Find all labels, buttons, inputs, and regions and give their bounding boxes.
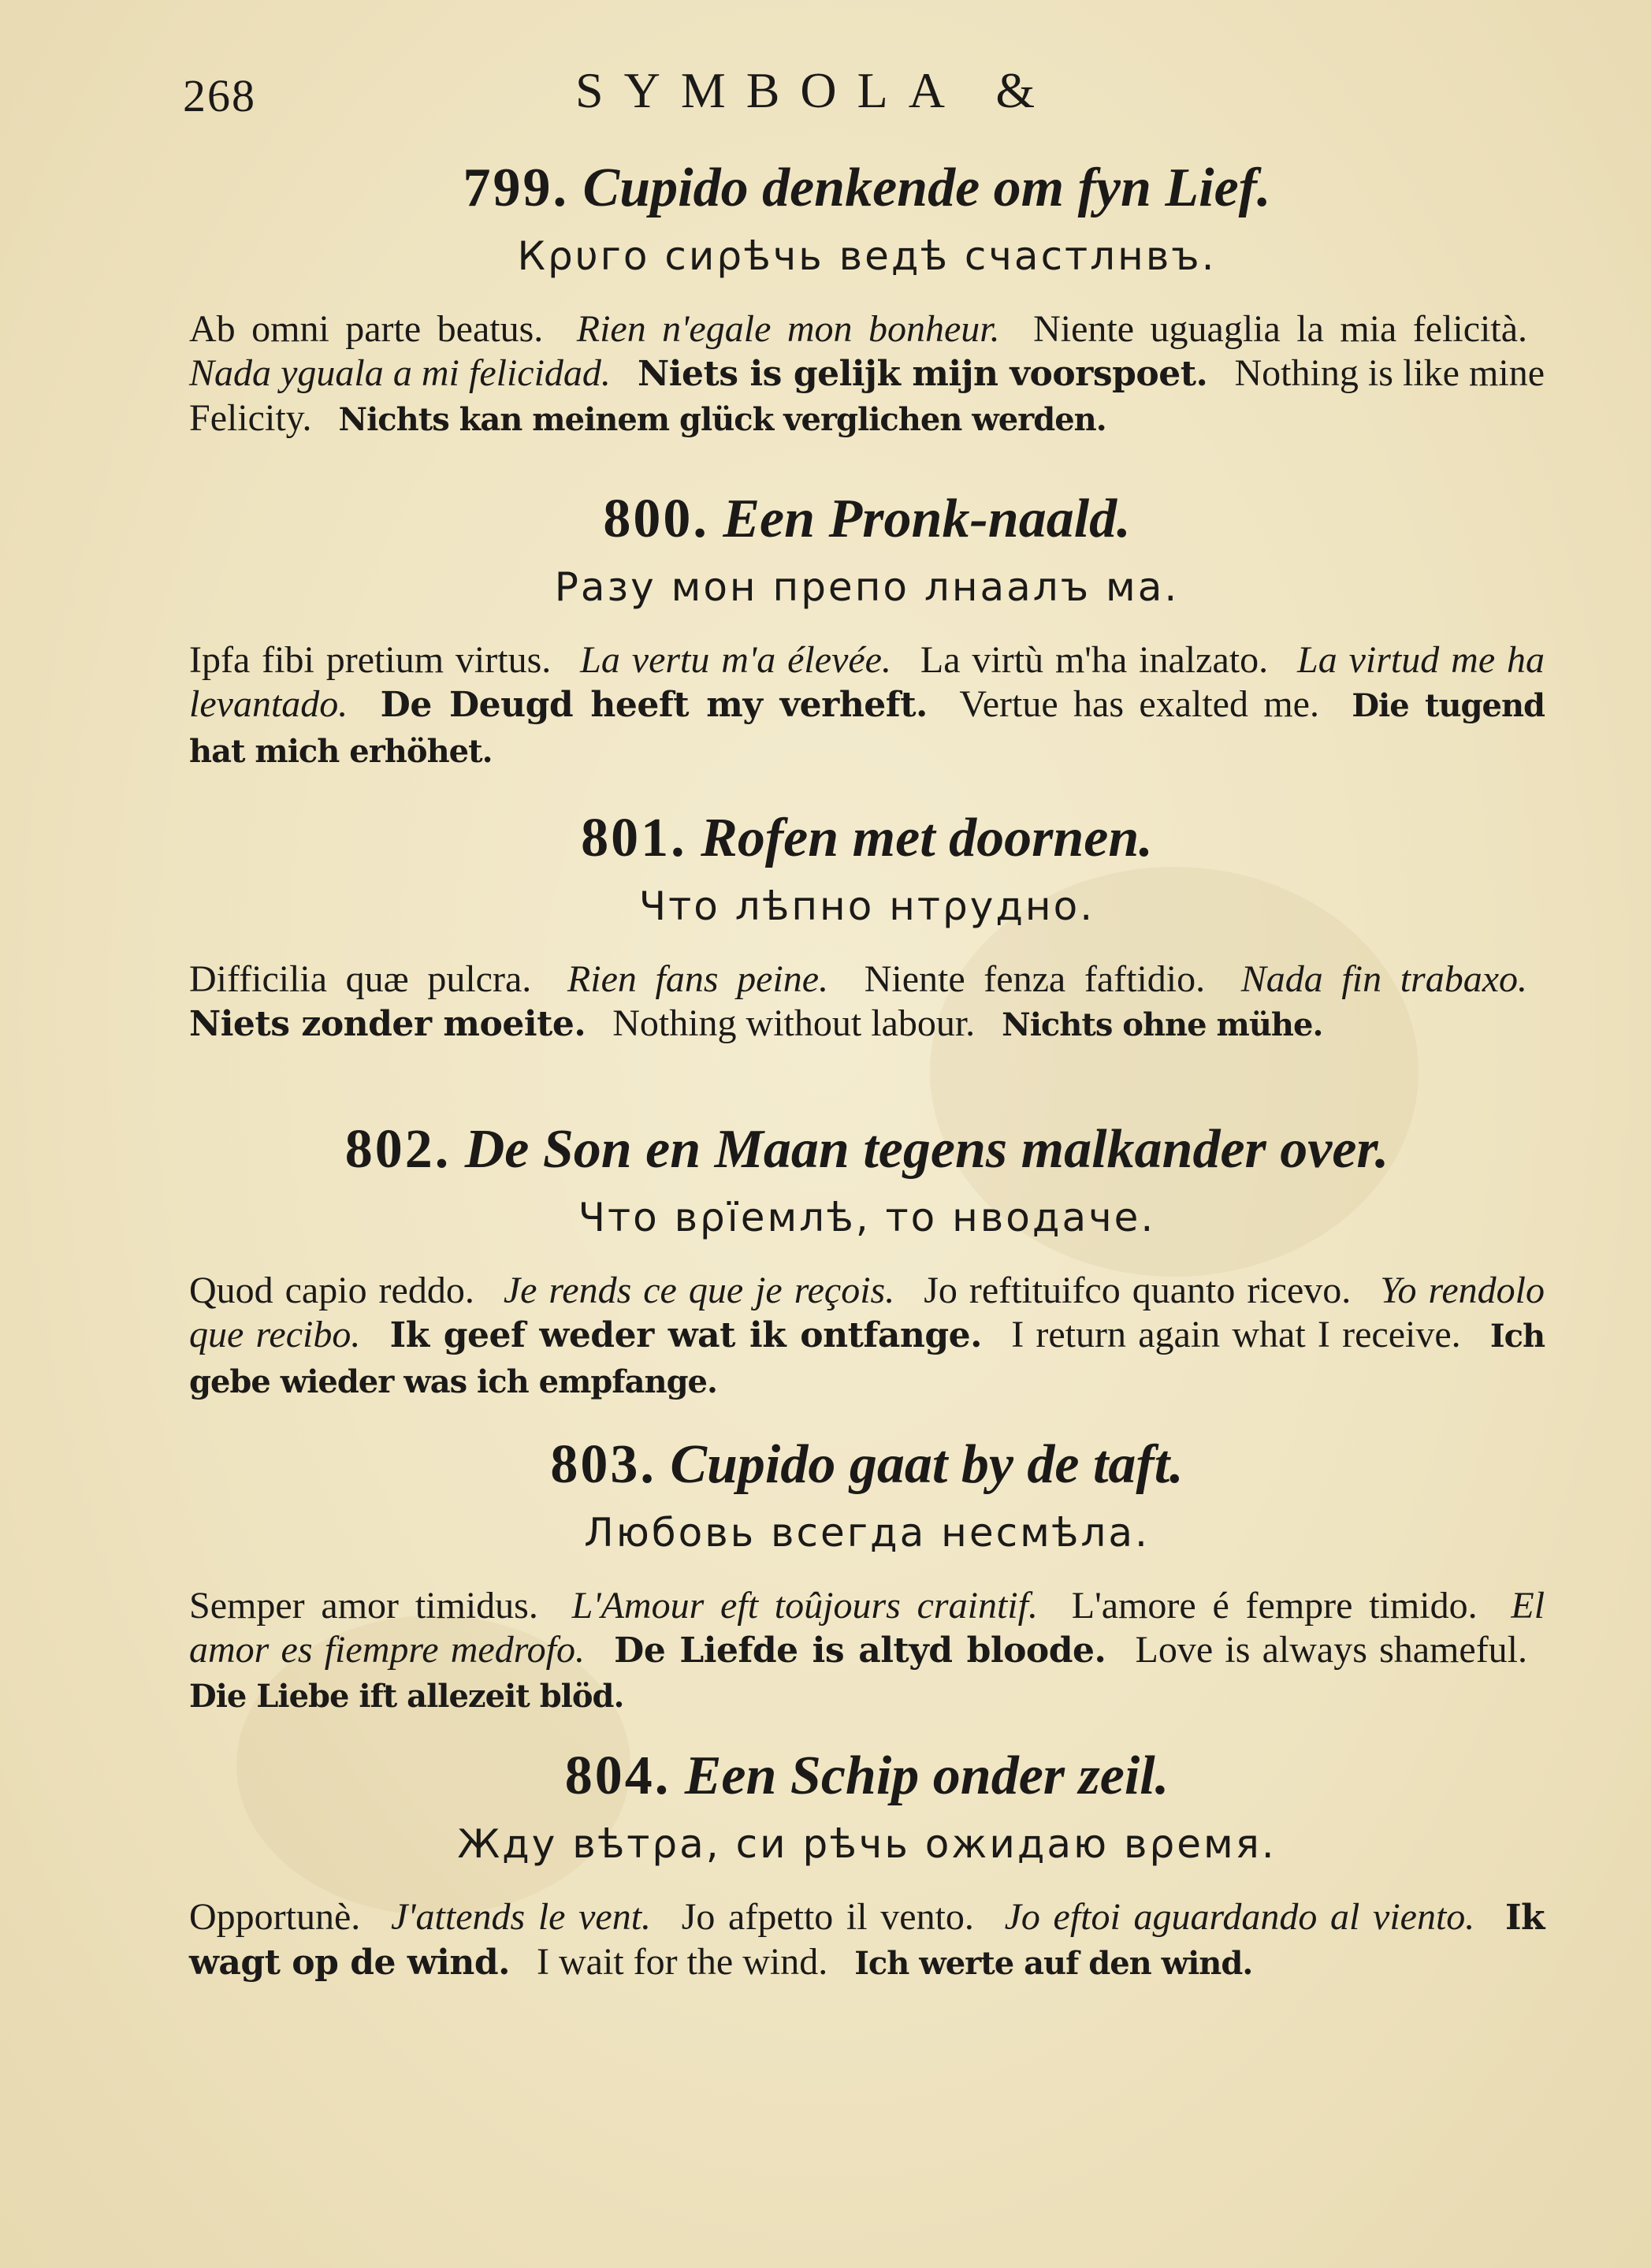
entry-number: 799. xyxy=(463,158,569,218)
italian-motto: Jo afpetto il vento. xyxy=(681,1896,974,1938)
entry-motto: Rofen met doornen. xyxy=(701,808,1153,868)
english-motto: Nothing is like mine Felicity. xyxy=(189,352,1545,439)
spanish-motto: Nada yguala a mi felicidad. xyxy=(189,352,611,394)
russian-motto: Что вρїемлѣ, то нводаче. xyxy=(578,1195,1156,1240)
entry-motto: Een Pronk-naald. xyxy=(723,489,1131,549)
spanish-motto: Jo eftoi aguardando al viento. xyxy=(1004,1896,1475,1938)
latin-motto: Quod capio reddo. xyxy=(189,1270,474,1311)
running-head: SYMBOLA & xyxy=(575,62,1056,118)
english-motto: Love is always shameful. xyxy=(1135,1629,1528,1671)
page-number: 268 xyxy=(183,70,256,121)
entry-motto: Een Schip onder zeil. xyxy=(684,1746,1169,1806)
italian-motto: Niente fenza faftidio. xyxy=(864,958,1206,1000)
english-motto: Vertue has exalted me. xyxy=(959,683,1319,725)
emblem-entry xyxy=(189,158,1545,442)
latin-motto: Ipfa fibi pretium virtus. xyxy=(189,639,552,681)
entry-title xyxy=(189,808,1545,871)
german-motto: Die tugend hat mich erhöhet. xyxy=(189,687,1545,770)
latin-motto: Semper amor timidus. xyxy=(189,1585,538,1627)
dutch-motto: Ik geef weder wat ik ontfange. xyxy=(389,1315,982,1355)
translations xyxy=(189,638,1545,774)
german-motto: Ich werte auf den wind. xyxy=(854,1945,1253,1982)
emblem-entry xyxy=(189,1434,1545,1719)
french-motto: Je rends ce que je reçois. xyxy=(503,1270,895,1311)
dutch-motto: Ik wagt op de wind. xyxy=(189,1898,1545,1983)
russian-motto: Жду вѣтρа, си рѣчь ожидаю вρемя. xyxy=(457,1821,1277,1867)
russian-motto: Кρυгο сиρѣчь ведѣ счастлнвъ. xyxy=(517,233,1217,279)
entry-motto: Cupido denkende om fyn Lief. xyxy=(582,158,1271,218)
translations xyxy=(189,1895,1545,1986)
german-motto: Ich gebe wieder was ich empfange. xyxy=(189,1318,1545,1400)
russian-motto: Ρазу мон препо лнаалъ ма. xyxy=(554,564,1180,610)
spanish-motto: La virtud me ha levantado. xyxy=(189,639,1545,725)
entry-number: 802. xyxy=(344,1119,452,1180)
french-motto: J'attends le vent. xyxy=(390,1896,652,1938)
dutch-motto: De Deugd heeft my verheft. xyxy=(380,685,928,725)
entry-title xyxy=(189,1119,1545,1182)
latin-motto: Opportunè. xyxy=(189,1896,361,1938)
latin-motto: Difficilia quæ pulcra. xyxy=(189,958,532,1000)
french-motto: Rien n'egale mon bonheur. xyxy=(576,308,1000,350)
entry-number: 804. xyxy=(564,1746,671,1806)
entry-number: 801. xyxy=(581,808,687,868)
french-motto: La vertu m'a élevée. xyxy=(580,639,891,681)
dutch-motto: Niets is gelijk mijn voorspoet. xyxy=(638,354,1208,394)
entry-number: 800. xyxy=(603,489,709,549)
italian-motto: L'amore é fempre timido. xyxy=(1071,1585,1478,1627)
translations xyxy=(189,957,1545,1047)
latin-motto: Ab omni parte beatus. xyxy=(189,308,544,350)
emblem-entry xyxy=(189,489,1545,774)
entry-motto: De Son en Maan tegens malkander over. xyxy=(464,1119,1389,1180)
emblem-entry xyxy=(189,808,1545,1047)
french-motto: L'Amour eft toûjours craintif. xyxy=(571,1585,1038,1627)
spanish-motto: Nada fin trabaxo. xyxy=(1240,958,1528,1000)
russian-motto: Любовь всегда несмѣла. xyxy=(584,1510,1150,1556)
entry-title xyxy=(189,489,1545,552)
translations xyxy=(189,1584,1545,1719)
entry-motto: Cupido gaat by de taft. xyxy=(670,1434,1184,1495)
entry-number: 803. xyxy=(550,1434,656,1495)
italian-motto: La virtù m'ha inalzato. xyxy=(920,639,1269,681)
german-motto: Nichts ohne mühe. xyxy=(1002,1006,1323,1043)
english-motto: I wait for the wind. xyxy=(536,1941,828,1983)
italian-motto: Jo reftituifco quanto ricevo. xyxy=(924,1270,1352,1311)
english-motto: Nothing without labour. xyxy=(612,1002,976,1044)
dutch-motto: De Liefde is altyd bloode. xyxy=(614,1630,1106,1671)
entry-title xyxy=(189,158,1545,221)
french-motto: Rien fans peine. xyxy=(567,958,829,1000)
translations xyxy=(189,307,1545,442)
emblem-entry xyxy=(189,1746,1545,1986)
russian-motto: Что лѣпно нтρудно. xyxy=(638,883,1095,929)
english-motto: I return again what I receive. xyxy=(1011,1314,1461,1355)
page-header xyxy=(0,61,1651,132)
entry-title xyxy=(189,1746,1545,1809)
spanish-motto: Yo rendolo que recibo. xyxy=(189,1270,1545,1355)
entry-title xyxy=(189,1434,1545,1497)
translations xyxy=(189,1269,1545,1404)
german-motto: Die Liebe ift allezeit blöd. xyxy=(189,1678,624,1715)
dutch-motto: Niets zonder moeite. xyxy=(189,1004,586,1044)
spanish-motto: El amor es fiempre medrofo. xyxy=(189,1585,1545,1671)
italian-motto: Niente uguaglia la mia felicità. xyxy=(1033,308,1528,350)
german-motto: Nichts kan meinem glück verglichen werden. xyxy=(338,401,1106,438)
emblem-entry xyxy=(189,1119,1545,1404)
